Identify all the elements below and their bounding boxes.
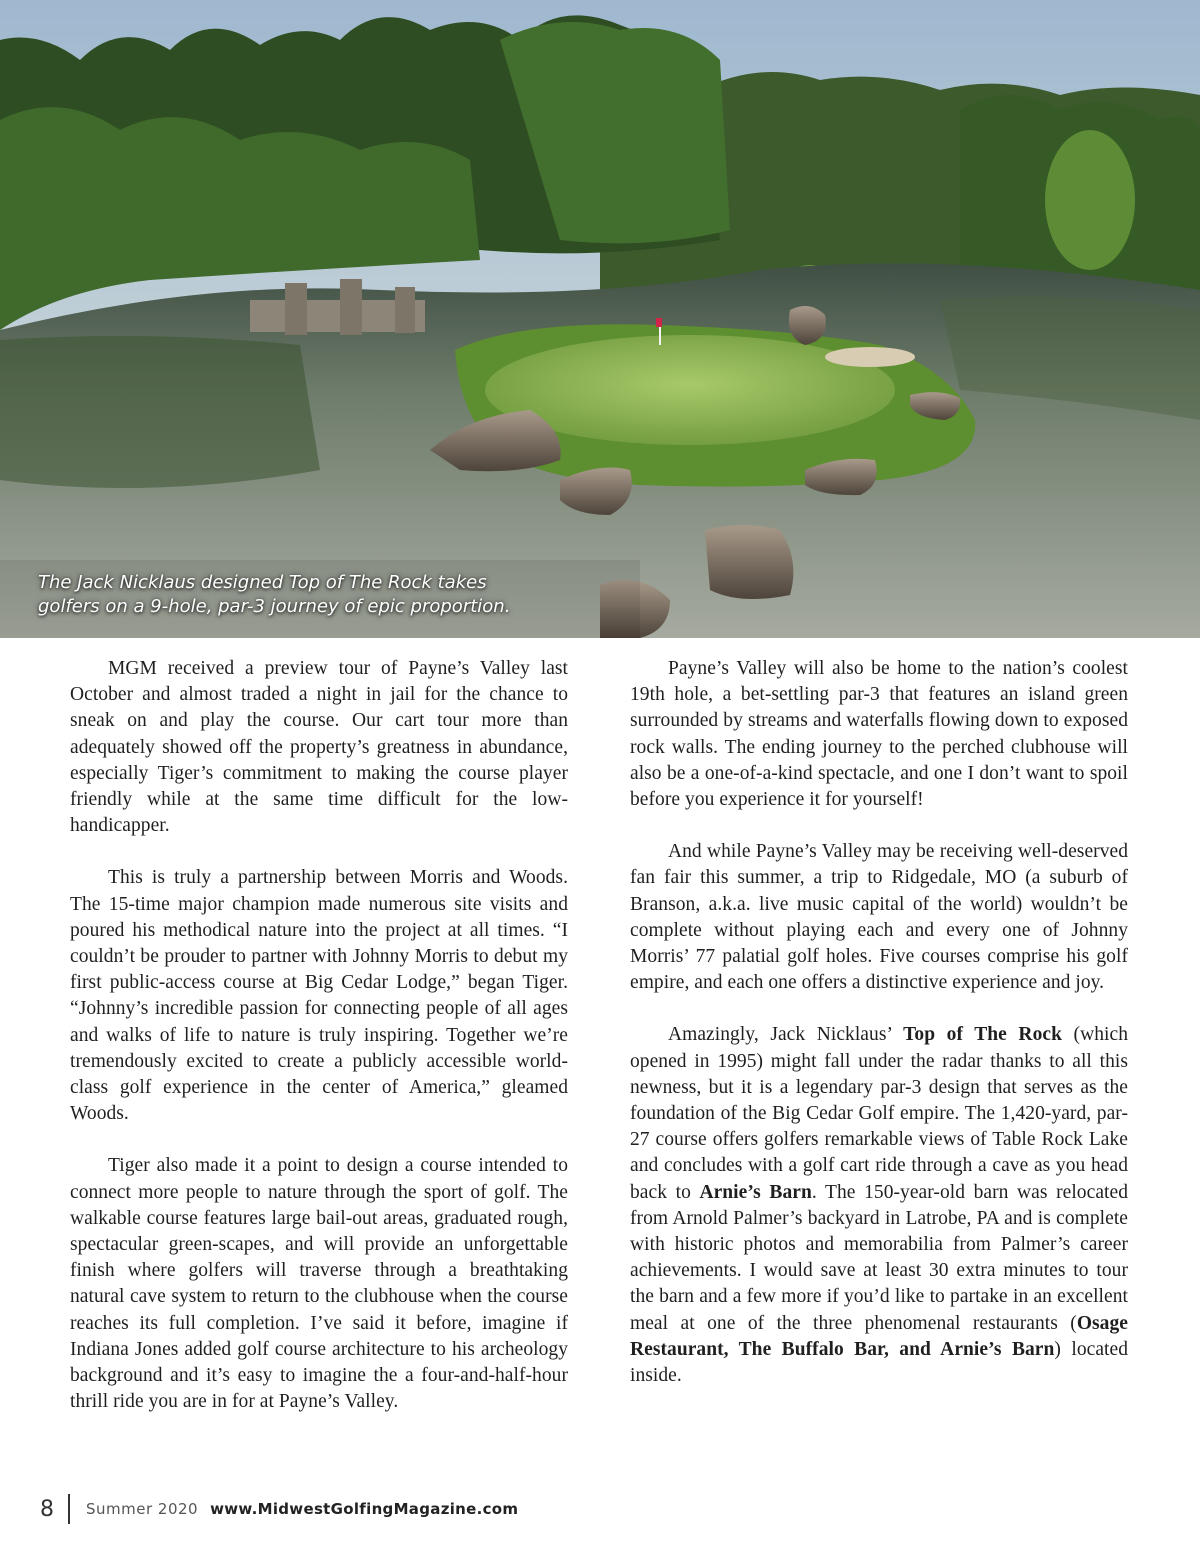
right-paragraph-1: Payne’s Valley will also be home to the nation’s coolest 19th hole, a bet-settling par-3 that features an island green surrounded by streams and waterfalls flowing down to exposed rock walls. The ending journey to the perched clubhouse will also be a one-of-a-kind spectacle, and one I don’t want to spoil before you experience it for yourself!	[630, 658, 1128, 811]
text-run: ) located inside.	[630, 1338, 1128, 1387]
left-paragraph-3: Tiger also made it a point to design a course intended to connect more people to nature through the sport of golf. The walkable course features large bail-out areas, graduated rough, spectacular green-scapes, and will provide an unforgettable finish where golfers will traverse through a breathtaking natural cave system to return to the clubhouse when the course reaches its full completion. I’ve said it before, imagine if Indiana Jones added golf course architecture to his archeology background and it’s easy to imagine the a four-and-half-hour thrill ride you are in for at Payne’s Valley.	[70, 1155, 568, 1413]
issue-label: Summer 2020	[86, 1500, 199, 1518]
golf-island-green-photo-icon	[0, 0, 1200, 638]
caption-line-1: The Jack Nicklaus designed Top of The Rock takes	[38, 572, 487, 593]
page-number: 8	[40, 1496, 54, 1522]
website-link[interactable]: www.MidwestGolfingMagazine.com	[210, 1500, 519, 1518]
text-run: (which opened in 1995) might fall under the radar thanks to all this newness, but it is a legendary par-3 design that serves as the foundation of the Big Cedar Golf empire. The 1,420-yard, par-27 course offers golfers remarkable views of Table Rock Lake and concludes with a golf cart ride through a cave as you head back to	[630, 1024, 1129, 1203]
top-of-the-rock-bold: Top of The Rock	[903, 1024, 1062, 1046]
left-paragraph-1: MGM received a preview tour of Payne’s Valley last October and almost traded a night in jail for the chance to sneak on and play the course. Our cart tour more than adequately showed off the property’s greatness in abundance, especially Tiger’s commitment to making the course player friendly while at the same time difficult for the low-handicapper.	[70, 658, 568, 837]
footer-divider	[68, 1494, 70, 1524]
page-footer	[40, 1494, 518, 1524]
text-run: . The 150-year-old barn was relocated from Arnold Palmer’s backyard in Latrobe, PA and is complete with historic photos and memorabilia from Palmer’s career achievements. I would save at least 30 extra minutes to tour the barn and a few more if you’d like to partake in an excellent meal at one of the three phenomenal restaurants (	[630, 1181, 1128, 1334]
restaurants-bold: Osage Restaurant, The Buffalo Bar, and Arnie’s Barn	[630, 1312, 1128, 1360]
hero-photo	[0, 0, 1200, 638]
right-column	[630, 656, 1128, 1389]
caption-line-2: golfers on a 9-hole, par-3 journey of epic proportion.	[38, 596, 511, 617]
photo-caption	[38, 571, 598, 619]
text-run: Amazingly, Jack Nicklaus’	[668, 1024, 904, 1046]
right-paragraph-2: And while Payne’s Valley may be receiving well-deserved fan fair this summer, a trip to Ridgedale, MO (a suburb of Branson, a.k.a. live music capital of the world) wouldn’t be complete without playing each and every one of Johnny Morris’ 77 palatial golf holes. Five courses comprise his golf empire, and each one offers a distinctive experience and joy.	[630, 841, 1128, 994]
left-column	[70, 656, 568, 1415]
left-paragraph-2: This is truly a partnership between Morris and Woods. The 15-time major champion made numerous site visits and poured his methodical nature into the project at all times. “I couldn’t be prouder to partner with Johnny Morris to debut my first public-access course at Big Cedar Lodge,” began Tiger. “Johnny’s incredible passion for connecting people of all ages and walks of life to nature is truly inspiring. Together we’re tremendously excited to create a publicly accessible world-class golf experience in the center of America,” gleamed Woods.	[70, 867, 568, 1125]
right-paragraph-3	[630, 1022, 1128, 1389]
arnies-barn-bold: Arnie’s Barn	[699, 1181, 812, 1203]
